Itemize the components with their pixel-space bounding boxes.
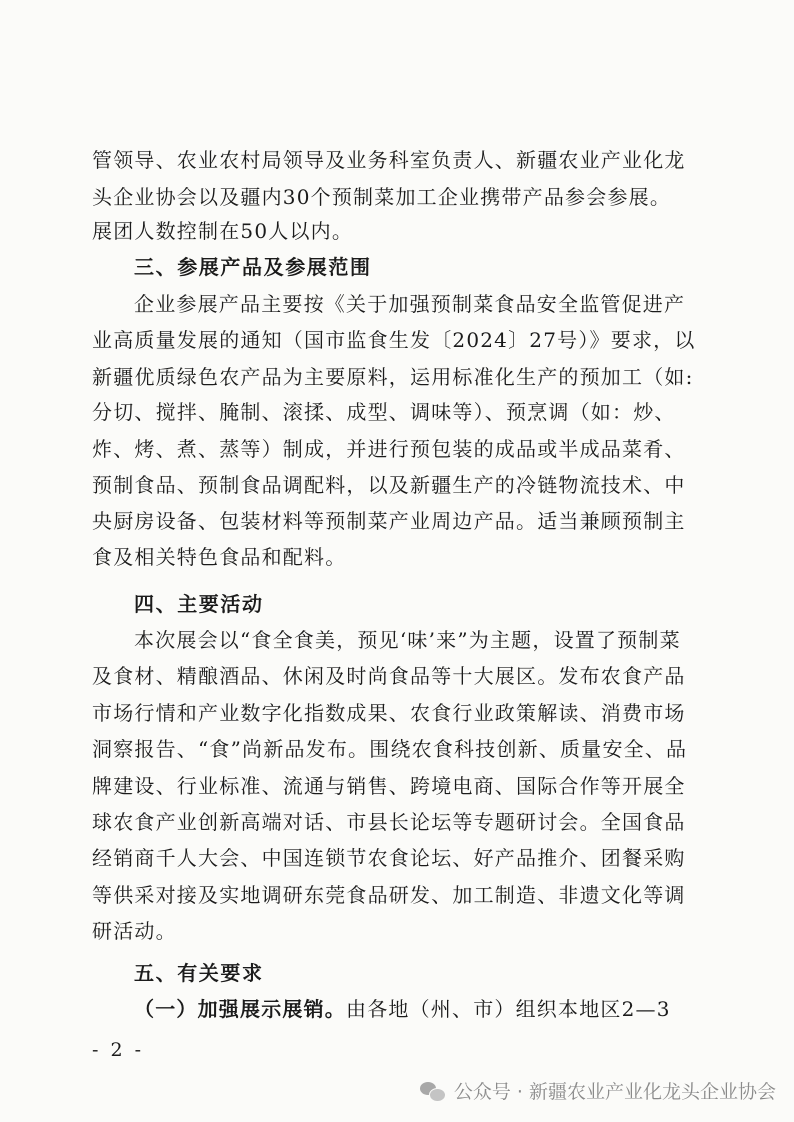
wechat-icon (420, 1080, 446, 1102)
body-text-line: 央厨房设备、包装材料等预制菜产业周边产品。适当兼顾预制主 (92, 509, 686, 533)
body-text-line: 经销商千人大会、中国连锁节农食论坛、好产品推介、团餐采购 (92, 846, 686, 870)
body-text-line: 牌建设、行业标准、流通与销售、跨境电商、国际合作等开展全 (92, 774, 686, 798)
subsection-title: （一）加强展示展销。 (134, 997, 346, 1021)
wechat-watermark (420, 1077, 776, 1104)
subsection-line (0, 995, 794, 1023)
body-text-line: 食及相关特色食品和配料。 (92, 545, 347, 569)
body-text-line: 球农食产业创新高端对话、市县长论坛等专题研讨会。全国食品 (92, 810, 686, 834)
body-text-line: 预制食品、预制食品调配料，以及新疆生产的冷链物流技术、中 (92, 473, 686, 497)
body-text-line: 新疆优质绿色农产品为主要原料，运用标准化生产的预加工（如: (92, 365, 694, 389)
body-text-line: 及食材、精酿酒品、休闲及时尚食品等十大展区。发布农食产品 (92, 664, 686, 688)
body-text-line: 业高质量发展的通知（国市监食生发〔2024〕27号）》要求，以 (92, 328, 696, 352)
section-heading-4: 四、主要活动 (134, 592, 264, 616)
body-text-line: 本次展会以“食全食美，预见‘味’来”为主题，设置了预制菜 (134, 628, 681, 652)
body-text-line: 展团人数控制在50人以内。 (92, 219, 354, 243)
body-text-line: 研活动。 (92, 919, 177, 943)
body-text-line: 分切、搅拌、腌制、滚揉、成型、调味等）、预烹调（如：炒、 (92, 400, 676, 424)
body-text-line: 等供采对接及实地调研东莞食品研发、加工制造、非遗文化等调 (92, 883, 686, 907)
subsection-text: 由各地（州、市）组织本地区2—3 (346, 997, 671, 1021)
section-heading-3: 三、参展产品及参展范围 (134, 255, 372, 279)
watermark-text: 公众号 · 新疆农业产业化龙头企业协会 (453, 1081, 776, 1103)
body-text-line: 市场行情和产业数字化指数成果、农食行业政策解读、消费市场 (92, 701, 686, 725)
body-text-line: 炸、烤、煮、蒸等）制成，并进行预包装的成品或半成品菜肴、 (92, 437, 686, 461)
page-number: - 2 - (92, 1039, 145, 1061)
body-text-line: 管领导、农业农村局领导及业务科室负责人、新疆农业产业化龙 (92, 148, 686, 172)
body-text-line: 头企业协会以及疆内30个预制菜加工企业携带产品参会参展。 (92, 185, 672, 209)
body-text-line: 企业参展产品主要按《关于加强预制菜食品安全监管促进产 (134, 292, 686, 316)
section-heading-5: 五、有关要求 (134, 961, 264, 985)
body-text-line: 洞察报告、“食”尚新品发布。围绕农食科技创新、质量安全、品 (92, 737, 688, 761)
